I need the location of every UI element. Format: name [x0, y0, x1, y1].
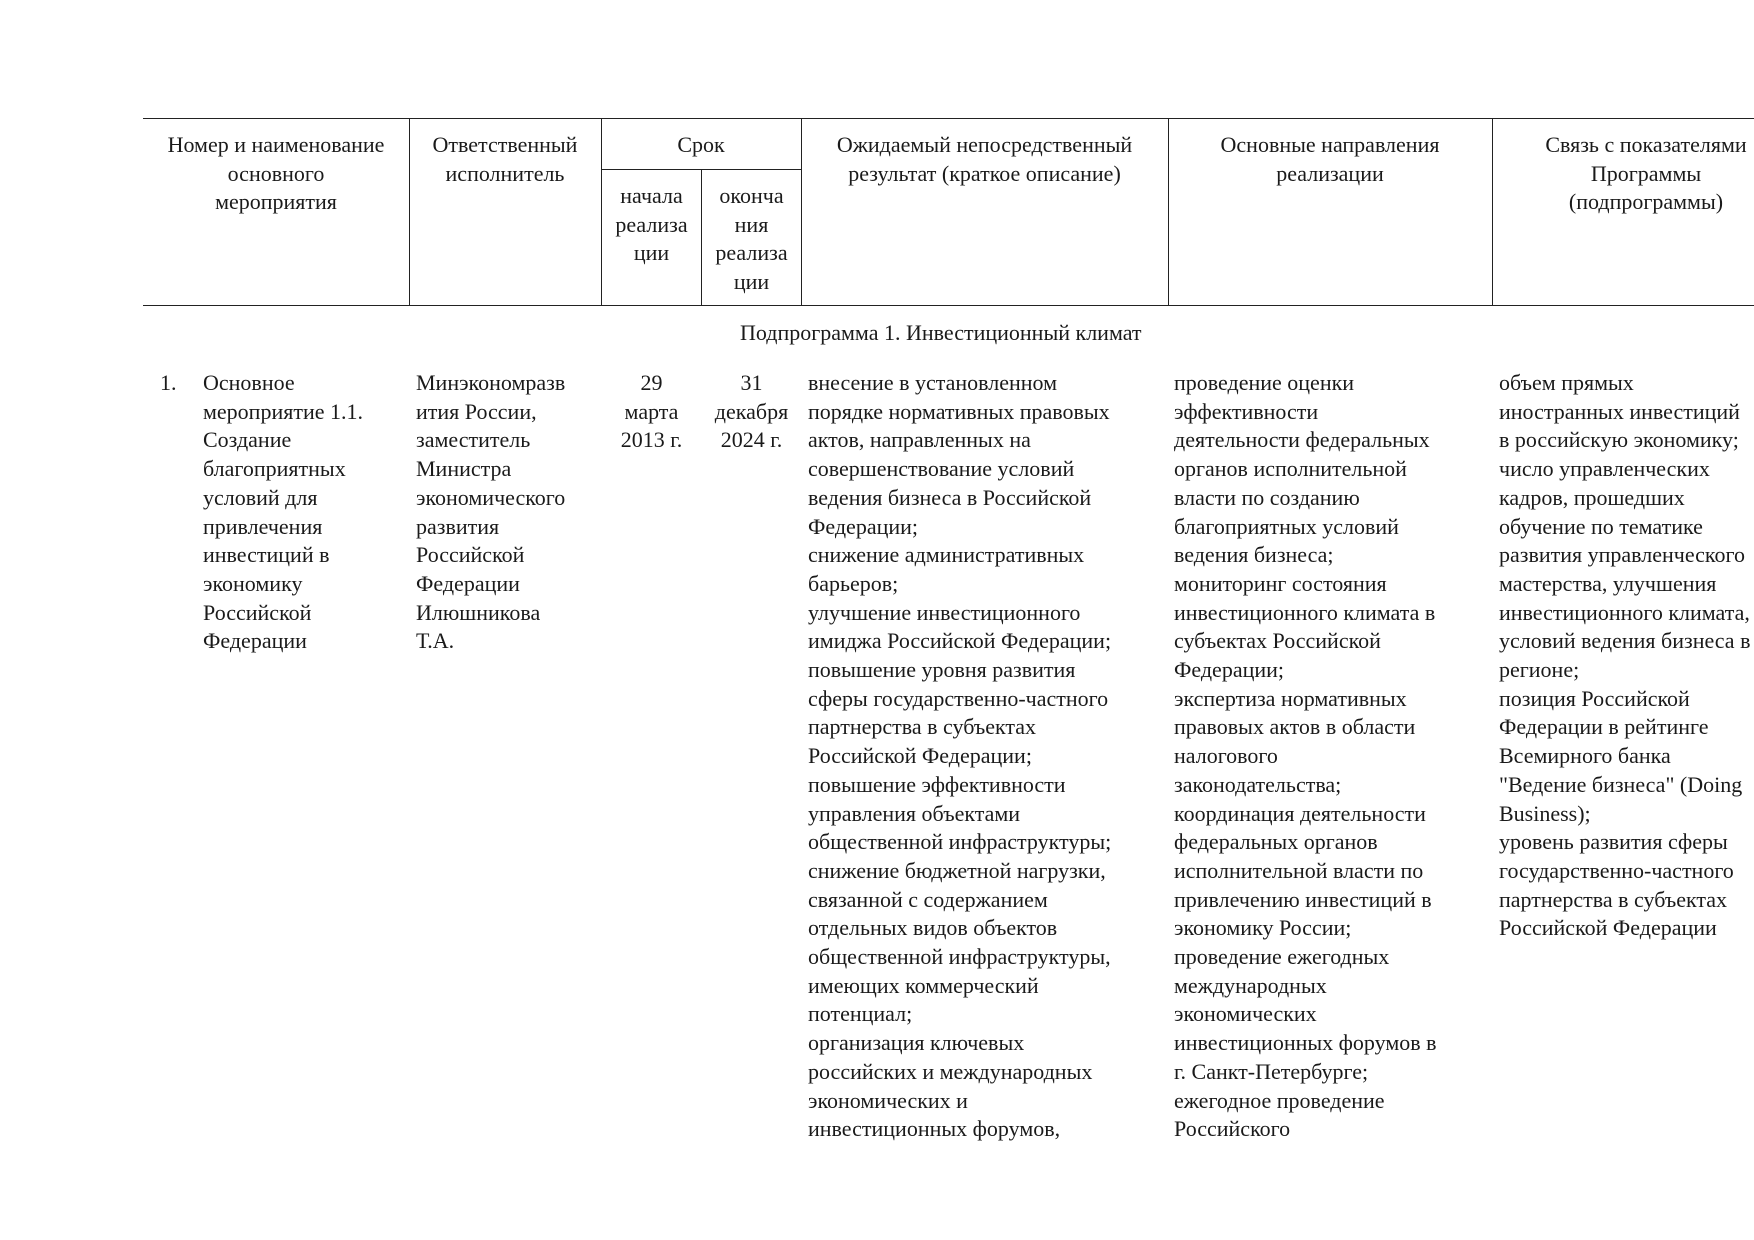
header-link: Связь с показателями Программы (подпрограммы) — [1545, 132, 1747, 215]
row-number: 1. — [160, 370, 177, 395]
header-top-rule — [143, 118, 1754, 119]
row-directions: проведение оценки эффективности деятельности федеральных органов исполнительной власти по созданию благоприятных условий ведения бизнеса; мониторинг состояния инвестиционного климата в субъектах Российской Федерации; экспертиза нормативных правовых актов в области налогового законодательства; координация деятельности федеральных органов исполнительной власти по привлечению инвестиций в экономику России; проведение ежегодных международных экономических инвестиционных форумов в г. Санкт-Петербурге; ежегодное проведение Российского — [1174, 370, 1437, 1142]
row-name: Основное мероприятие 1.1. Создание благоприятных условий для привлечения инвестиций в экономику Российской Федерации — [203, 370, 364, 654]
row-result: внесение в установленном порядке нормативных правовых актов, направленных на совершенствование условий ведения бизнеса в Российской Федерации; снижение административных барьеров; улучшение инвестиционного имиджа Российской Федерации; повышение уровня развития сферы государственно-частного партнерства в субъектах Российской Федерации; повышение эффективности управления объектами общественной инфраструктуры; снижение бюджетной нагрузки, связанной с содержанием отдельных видов объектов общественной инфраструктуры, имеющих коммерческий потенциал; организация ключевых российских и международных экономических и инвестиционных форумов, — [808, 370, 1112, 1142]
header-term-start: начала реализа ции — [615, 183, 688, 266]
header-term-end: оконча ния реализа ции — [715, 183, 788, 295]
row-end-date: 31 декабря 2024 г. — [714, 370, 789, 453]
row-link: объем прямых иностранных инвестиций в российскую экономику; число управленческих кадров, прошедших обучение по тематике развития управленческого мастерства, улучшения инвестиционного климата, условий ведения бизнеса в регионе; позиция Российской Федерации в рейтинге Всемирного банка "Ведение бизнеса" (Doing Business); уровень развития сферы государственно-частного партнерства в субъектах Российской Федерации — [1499, 370, 1751, 941]
header-term: Срок — [677, 132, 725, 157]
header-name: Номер и наименование основного мероприятия — [167, 132, 385, 215]
subprogram-title: Подпрограмма 1. Инвестиционный климат — [740, 320, 1142, 345]
header-responsible: Ответственный исполнитель — [432, 132, 578, 186]
col-divider-2 — [601, 118, 602, 305]
header-directions: Основные направления реализации — [1220, 132, 1440, 186]
row-start-date: 29 марта 2013 г. — [620, 370, 683, 453]
col-divider-6 — [1492, 118, 1493, 305]
header-result: Ожидаемый непосредственный результат (краткое описание) — [836, 132, 1133, 186]
header-bottom-rule — [143, 305, 1754, 306]
col-divider-1 — [409, 118, 410, 305]
row-responsible: Минэкономразв ития России, заместитель Министра экономического развития Российской Федерации Илюшникова Т.А. — [416, 370, 566, 654]
col-divider-5 — [1168, 118, 1169, 305]
col-divider-4 — [801, 118, 802, 305]
col-divider-3 — [701, 169, 702, 305]
